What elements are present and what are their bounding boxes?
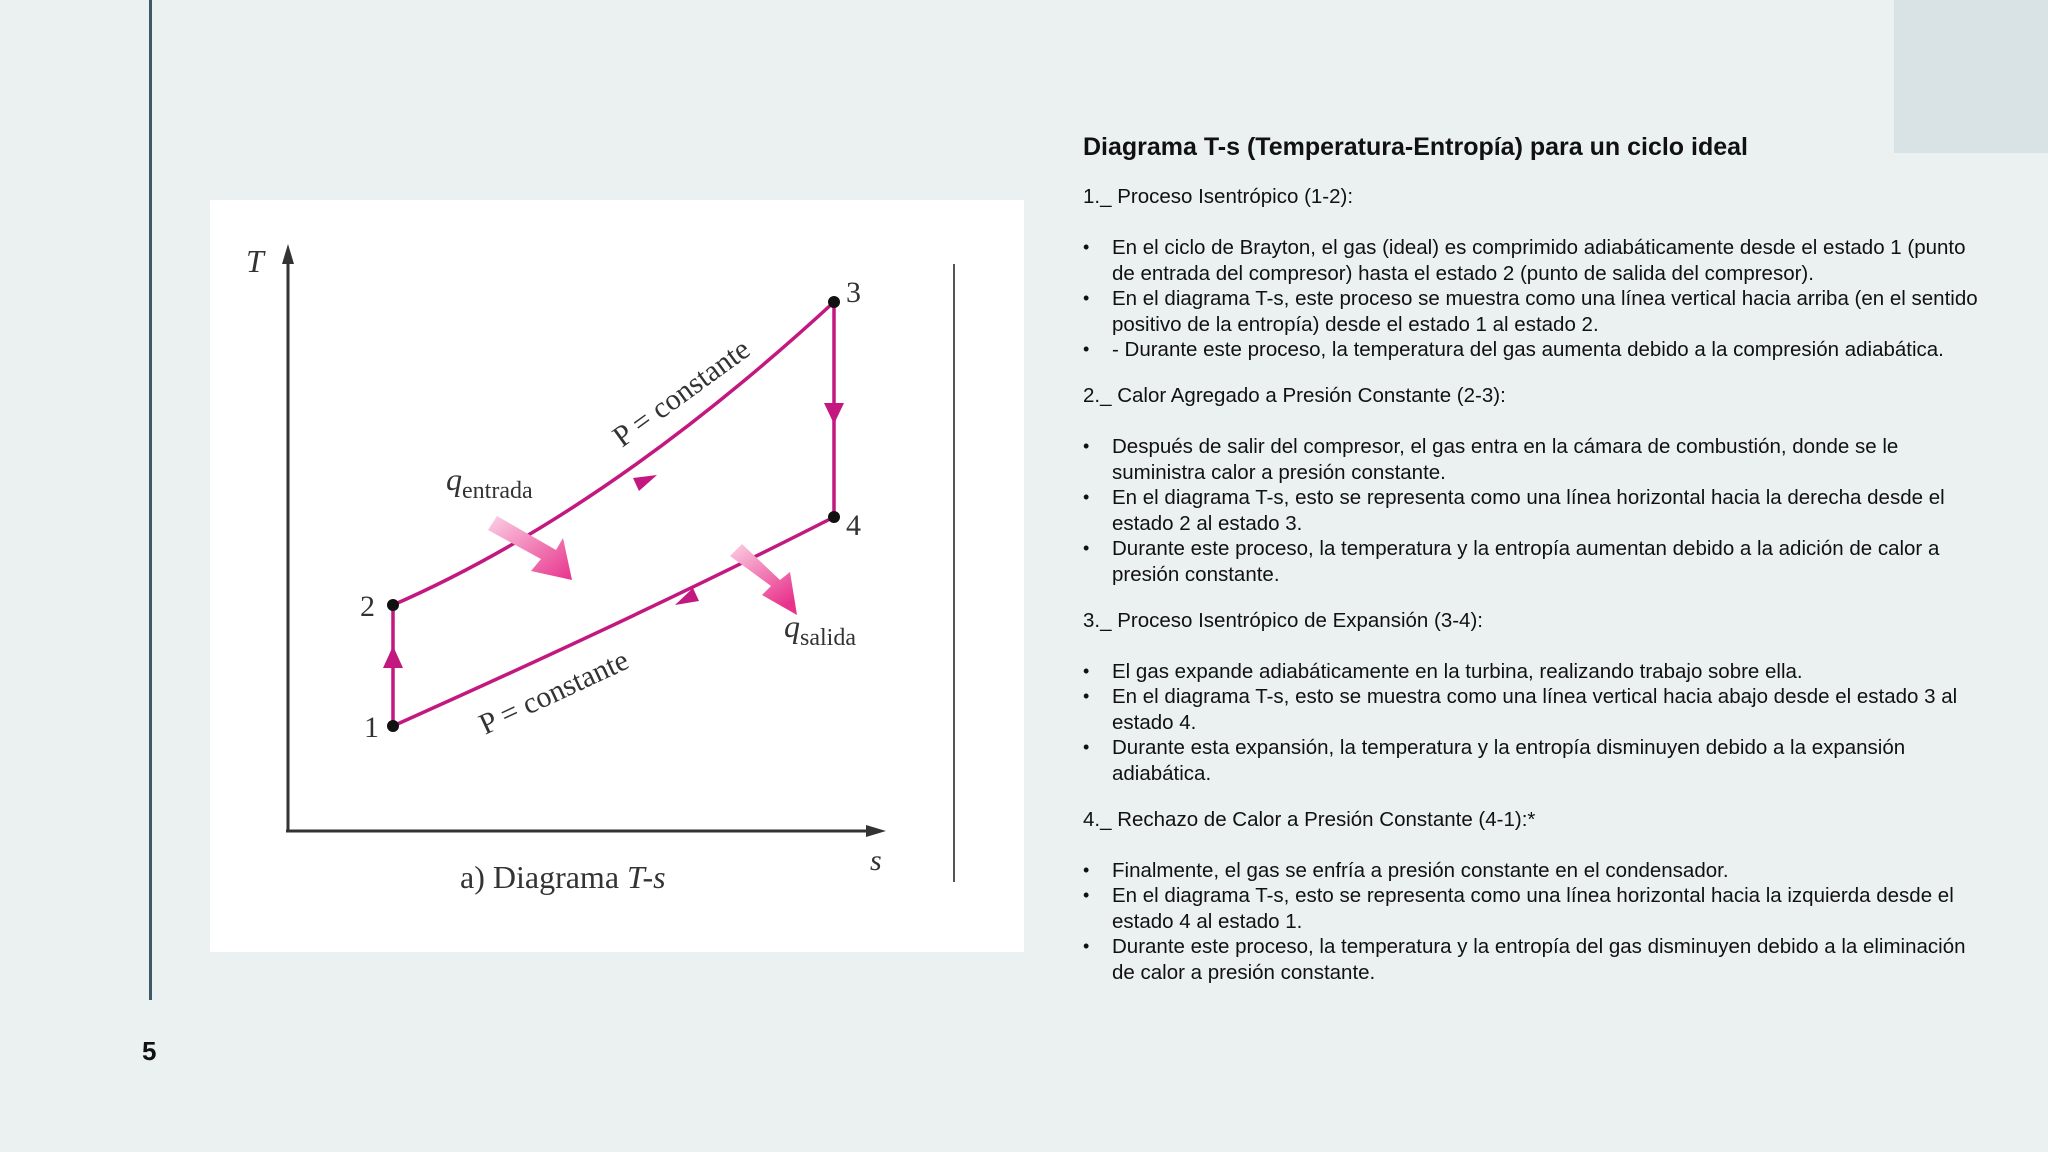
heat-out-arrow [730,544,797,615]
heat-in-symbol: q [446,461,462,497]
section-process-1-2 [1083,184,1983,363]
section-heading: 1._ Proceso Isentrópico (1-2): [1083,185,1354,208]
state-label-3: 3 [846,276,861,309]
s-axis-arrowhead [866,825,886,837]
heat-in-arrow [488,516,572,580]
explanation-panel [1083,130,1983,985]
state-point-3 [828,296,840,308]
bullet-item: • Después de salir del compresor, el gas entra en la cámara de combustión, donde se le suministra calor a presión constante. [1083,434,1983,485]
s-axis-label: s [870,844,882,877]
section-heading: 4._ Rechazo de Calor a Presión Constante (4-1):* [1083,807,1536,831]
heat-in-label [446,461,533,504]
process-4-1-line [393,517,834,726]
bullet-item: • - Durante este proceso, la temperatura del gas aumenta debido a la compresión adiabática. [1083,337,1983,363]
page-title: Diagrama T-s (Temperatura-Entropía) para un ciclo ideal [1083,133,1748,161]
arrow-process-1-2 [383,646,403,668]
state-point-4 [828,511,840,523]
arrow-process-3-4 [824,403,844,424]
bullet-item: • Durante este proceso, la temperatura y la entropía aumentan debido a la adición de calor a presión constante. [1083,536,1983,587]
bullet-item: • Durante este proceso, la temperatura y la entropía del gas disminuyen debido a la eliminación de calor a presión constante. [1083,934,1983,985]
left-accent-rule [149,0,152,1000]
arrow-process-2-3 [633,475,657,491]
section-process-2-3 [1083,383,1983,588]
t-axis-label: T [246,243,264,279]
state-label-1: 1 [364,711,379,744]
heat-out-symbol: q [784,608,800,644]
caption-t: T [627,859,643,895]
bullet-item: • El gas expande adiabáticamente en la turbina, realizando trabajo sobre ella. [1083,659,1983,685]
t-axis-arrowhead [282,244,294,264]
bullet-item: • Durante esta expansión, la temperatura y la entropía disminuyen debido a la expansión adiabática. [1083,735,1983,786]
section-heading: 3._ Proceso Isentrópico de Expansión (3-4): [1083,608,1483,632]
state-label-4: 4 [846,509,861,542]
section-heading: 2._ Calor Agregado a Presión Constante (2-3): [1083,383,1506,407]
figure-caption [460,859,666,895]
ts-diagram-figure [210,200,1024,952]
caption-suffix: -s [642,859,666,895]
bullet-item: • Finalmente, el gas se enfría a presión constante en el condensador. [1083,858,1983,884]
heat-out-subscript: salida [800,625,856,651]
bullet-item: • En el ciclo de Brayton, el gas (ideal) es comprimido adiabáticamente desde el estado 1 (punto de entrada del compresor) hasta el estado 2 (punto de salida del compresor). [1083,235,1983,286]
ts-diagram [210,200,1024,952]
heat-in-subscript: entrada [462,478,533,504]
bullet-item: • En el diagrama T-s, este proceso se muestra como una línea vertical hacia arriba (en el sentido positivo de la entropía) desde el estado 1 al estado 2. [1083,286,1983,337]
bullet-item: • En el diagrama T-s, esto se representa como una línea horizontal hacia la derecha desde el estado 2 al estado 3. [1083,485,1983,536]
bullet-list [1083,659,1983,787]
bullet-item: • En el diagrama T-s, esto se representa como una línea horizontal hacia la izquierda desde el estado 4 al estado 1. [1083,883,1983,934]
constant-pressure-label-top: P = constante [606,332,757,454]
section-process-3-4 [1083,608,1983,787]
page-number: 5 [142,1036,157,1066]
state-point-1 [387,720,399,732]
caption-prefix: a) Diagrama [460,859,628,895]
process-2-3-line [393,302,834,605]
section-process-4-1 [1083,807,1983,986]
state-label-2: 2 [360,590,375,623]
bullet-list [1083,235,1983,363]
bullet-list [1083,434,1983,588]
heat-out-label [784,608,856,651]
state-point-2 [387,599,399,611]
bullet-item: • En el diagrama T-s, esto se muestra como una línea vertical hacia abajo desde el estado 3 al estado 4. [1083,684,1983,735]
bullet-list [1083,858,1983,986]
constant-pressure-label-bottom: P = constante [474,643,634,742]
